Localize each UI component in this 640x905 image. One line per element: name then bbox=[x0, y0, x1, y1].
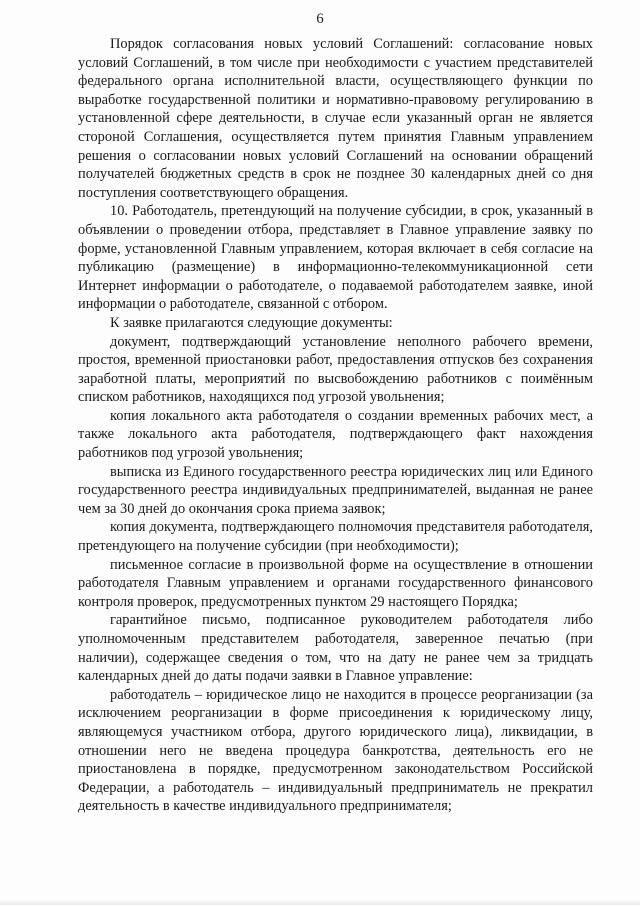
list-item-written-consent: письменное согласие в произвольной форме на осуществление в отношении работодателя Главным управлением и органами государственного финансового контроля проверок, предусмотренных пунктом 29 настоящего Порядка; bbox=[78, 556, 593, 610]
list-item-document-part-time: документ, подтверждающий установление неполного рабочего времени, простоя, временной приостановки работ, предоставления отпусков без сохранения заработной платы, мероприятий по высвобождению работников с поимённым списком работников, находящихся под угрозой увольнения; bbox=[78, 333, 593, 406]
list-item-registry-extract: выписка из Единого государственного реестра юридических лиц или Единого государственного реестра индивидуальных предпринимателей, выданная не ранее чем за 30 дней до окончания срока приема заявок; bbox=[78, 463, 593, 517]
list-item-authority-copy: копия документа, подтверждающего полномочия представителя работодателя, претендующего на получение субсидии (при необходимости); bbox=[78, 519, 593, 555]
document-body bbox=[78, 35, 593, 816]
paragraph-item-10: 10. Работодатель, претендующий на получение субсидии, в срок, указанный в объявлении о проведении отбора, представляет в Главное управление заявку по форме, установленной Главным управлением, которая включает в себя согласие на публикацию (размещение) в информационно-телекоммуникационной сети Интернет информации о работодателе, о подаваемой работодателем заявке, иной информации о работодателе, связанной с отбором. bbox=[78, 203, 593, 313]
scan-edge bbox=[0, 899, 640, 905]
page-number: 6 bbox=[316, 11, 324, 27]
paragraph-documents-intro: К заявке прилагаются следующие документы: bbox=[110, 314, 393, 331]
paragraph-approval-procedure: Порядок согласования новых условий Соглашений: согласование новых условий Соглашений, в том числе при необходимости с участием представителей федерального органа исполнительной власти, осуществляющего функции по выработке государственной политики и нормативно-правовому регулированию в установленной сфере деятельности, в случае если указанный орган не является стороной Соглашения, осуществляется путем принятия Главным управлением решения о согласовании новых условий Соглашений на основании обращений получателей бюджетных средств в срок не позднее 30 календарных дней со дня поступления соответствующего обращения. bbox=[78, 36, 593, 201]
list-item-guarantee-letter: гарантийное письмо, подписанное руководителем работодателя либо уполномоченным представителем работодателя, заверенное печатью (при наличии), содержащее сведения о том, что на дату не ранее чем за тридцать календарных дней до даты подачи заявки в Главное управление: bbox=[78, 612, 593, 685]
list-item-reorganization-status: работодатель – юридическое лицо не находится в процессе реорганизации (за исключением реорганизации в форме присоединения к юридическому лицу, являющемуся участником отбора, другого юридического лица), ликвидации, в отношении него не введена процедура банкротства, деятельность его не приостановлена в порядке, предусмотренном законодательством Российской Федерации, а работодатель – индивидуальный предприниматель не прекратил деятельность в качестве индивидуального предпринимателя; bbox=[78, 686, 593, 815]
list-item-local-act-copy: копия локального акта работодателя о создании временных рабочих мест, а также локального акта работодателя, подтверждающего факт нахождения работников под угрозой увольнения; bbox=[78, 407, 593, 462]
